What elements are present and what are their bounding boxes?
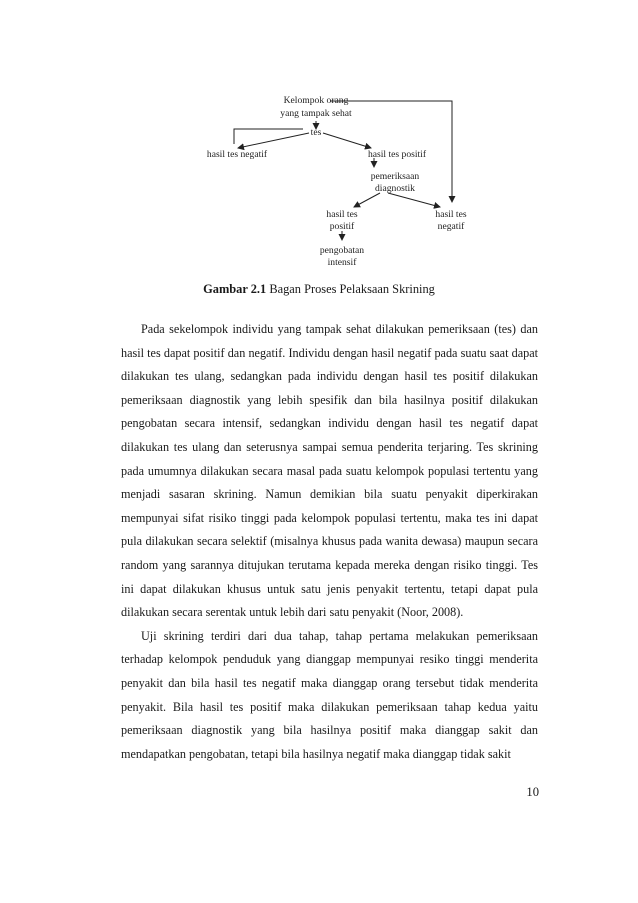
figure-caption [0,281,638,297]
node-pengobatan-line1: pengobatan [319,245,365,256]
node-pengobatan-line2: intensif [327,257,357,268]
node-hasil-tes-positif-2-line2: positif [329,221,355,232]
node-hasil-tes-negatif-2-line1: hasil tes [435,209,467,220]
node-hasil-tes-positif-2-line1: hasil tes [326,209,358,220]
node-pemeriksaan-line2: diagnostik [375,183,415,194]
figure-caption-text: Bagan Proses Pelaksaan Skrining [266,282,435,296]
edge-tes-to-positif [323,133,371,148]
figure-caption-label: Gambar 2.1 [203,282,267,296]
body-text [121,318,538,766]
node-pemeriksaan-line1: pemeriksaan [370,171,420,182]
node-tes: tes [310,127,322,138]
edge-pemeriksaan-to-positif2 [354,193,380,207]
screening-flow-diagram [0,0,638,280]
edge-tes-to-negatif [238,133,309,148]
edge-pemeriksaan-to-negatif2 [388,193,440,207]
node-hasil-tes-negatif: hasil tes negatif [206,149,268,160]
node-hasil-tes-positif: hasil tes positif [367,149,427,160]
paragraph-1: Pada sekelompok individu yang tampak sehat dilakukan pemeriksaan (tes) dan hasil tes dapat positif dan negatif. Individu dengan hasil negatif pada suatu saat dapat dilakukan tes ulang, sedangkan pada individu dengan hasil tes positif dilakukan pemeriksaan diagnostik yang lebih spesifik dan bila hasilnya positif dilakukan pengobatan secara intensif, sedangkan individu dengan hasil tes negatif dapat dilakukan tes ulang dan seterusnya sampai semua penderita terjaring. Tes skrining pada umumnya dilakukan secara masal pada suatu kelompok populasi tertentu yang menjadi sasaran skrining. Namun demikian bila suatu penyakit diperkirakan mempunyai sifat risiko tinggi pada kelompok populasi tertentu, maka tes ini dapat pula dilakukan secara selektif (misalnya khusus pada wanita dewasa) maupun secara random yang sarannya ditujukan terutama kepada mereka dengan risiko tinggi. Tes ini dapat dilakukan khusus untuk satu jenis penyakit tertentu, tetapi dapat pula dilakukan secara serentak untuk lebih dari satu penyakit (Noor, 2008). [121,322,538,620]
node-hasil-tes-negatif-2-line2: negatif [437,221,465,232]
page-number: 10 [526,785,539,799]
paragraph-2: Uji skrining terdiri dari dua tahap, tahap pertama melakukan pemeriksaan terhadap kelompok penduduk yang dianggap mempunyai resiko tinggi menderita penyakit dan bila hasil tes negatif maka dianggap orang tersebut tidak menderita penyakit. Bila hasil tes positif maka dilakukan pemeriksaan tahap kedua yaitu pemeriksaan diagnostik yang bila hasilnya positif maka dianggap sakit dan mendapatkan pengobatan, tetapi bila hasilnya negatif maka dianggap tidak sakit [121,628,538,761]
node-kelompok-line1: Kelompok orang [283,95,349,106]
node-kelompok-line2: yang tampak sehat [280,108,352,119]
